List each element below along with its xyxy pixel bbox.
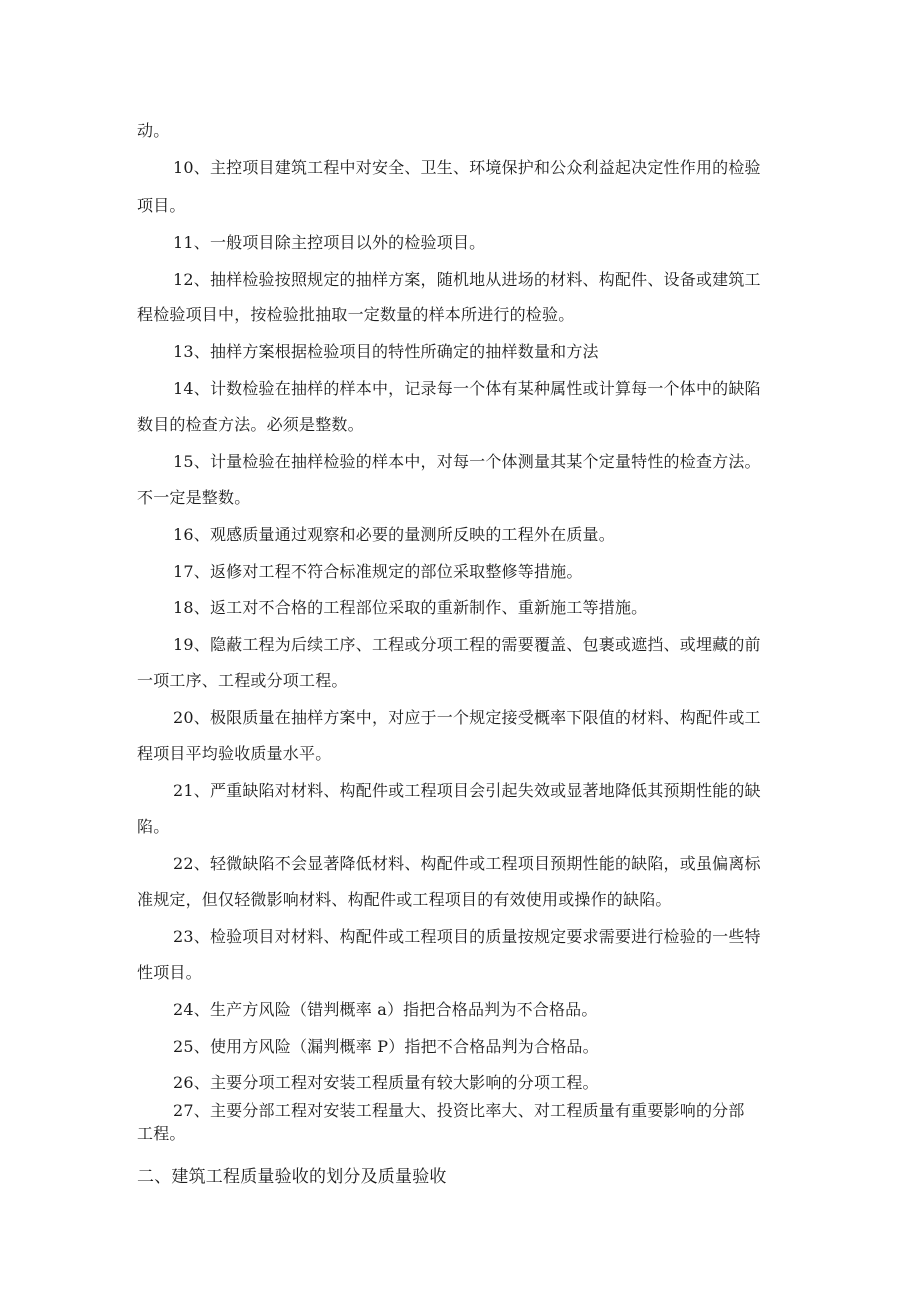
text-line: 程项目平均验收质量水平。 — [137, 744, 332, 763]
text-line: 陷。 — [137, 817, 170, 836]
text-line: 10、主控项目建筑工程中对安全、卫生、环境保护和公众利益起决定性作用的检验 — [173, 158, 761, 177]
section-heading: 二、建筑工程质量验收的划分及质量验收 — [137, 1167, 447, 1187]
text-line: 26、主要分项工程对安装工程质量有较大影响的分项工程。 — [173, 1073, 599, 1092]
text-line: 12、抽样检验按照规定的抽样方案，随机地从进场的材料、构配件、设备或建筑工 — [173, 270, 761, 289]
text-line: 21、严重缺陷对材料、构配件或工程项目会引起失效或显著地降低其预期性能的缺 — [173, 781, 761, 800]
text-line: 动。 — [137, 121, 170, 140]
text-line: 工程。 — [137, 1124, 186, 1143]
text-line: 15、计量检验在抽样检验的样本中，对每一个体测量其某个定量特性的检查方法。 — [173, 452, 761, 471]
text-line: 27、主要分部工程对安装工程量大、投资比率大、对工程质量有重要影响的分部 — [173, 1101, 745, 1120]
text-line: 17、返修对工程不符合标准规定的部位采取整修等措施。 — [173, 562, 583, 581]
text-line: 程检验项目中，按检验批抽取一定数量的样本所进行的检验。 — [137, 305, 575, 324]
text-line: 25、使用方风险（漏判概率 P）指把不合格品判为合格品。 — [173, 1037, 599, 1056]
text-line: 准规定，但仅轻微影响材料、构配件或工程项目的有效使用或操作的缺陷。 — [137, 890, 672, 909]
text-line: 16、观感质量通过观察和必要的量测所反映的工程外在质量。 — [173, 525, 615, 544]
text-line: 19、隐蔽工程为后续工序、工程或分项工程的需要覆盖、包裹或遮挡、或埋藏的前 — [173, 635, 761, 654]
text-line: 一项工序、工程或分项工程。 — [137, 671, 348, 690]
text-line: 不一定是整数。 — [137, 488, 251, 507]
text-line: 13、抽样方案根据检验项目的特性所确定的抽样数量和方法 — [173, 342, 599, 361]
text-line: 22、轻微缺陷不会显著降低材料、构配件或工程项目预期性能的缺陷，或虽偏离标 — [173, 854, 761, 873]
text-line: 性项目。 — [137, 963, 202, 982]
text-line: 14、计数检验在抽样的样本中，记录每一个体有某种属性或计算每一个体中的缺陷 — [173, 379, 761, 398]
text-line: 24、生产方风险（错判概率 a）指把合格品判为不合格品。 — [173, 1000, 598, 1019]
text-line: 18、返工对不合格的工程部位采取的重新制作、重新施工等措施。 — [173, 598, 648, 617]
text-line: 23、检验项目对材料、构配件或工程项目的质量按规定要求需要进行检验的一些特 — [173, 927, 761, 946]
text-line: 数目的检查方法。必须是整数。 — [137, 415, 364, 434]
text-line: 20、极限质量在抽样方案中，对应于一个规定接受概率下限值的材料、构配件或工 — [173, 708, 761, 727]
text-line: 11、一般项目除主控项目以外的检验项目。 — [173, 233, 486, 252]
text-line: 项目。 — [137, 196, 186, 215]
